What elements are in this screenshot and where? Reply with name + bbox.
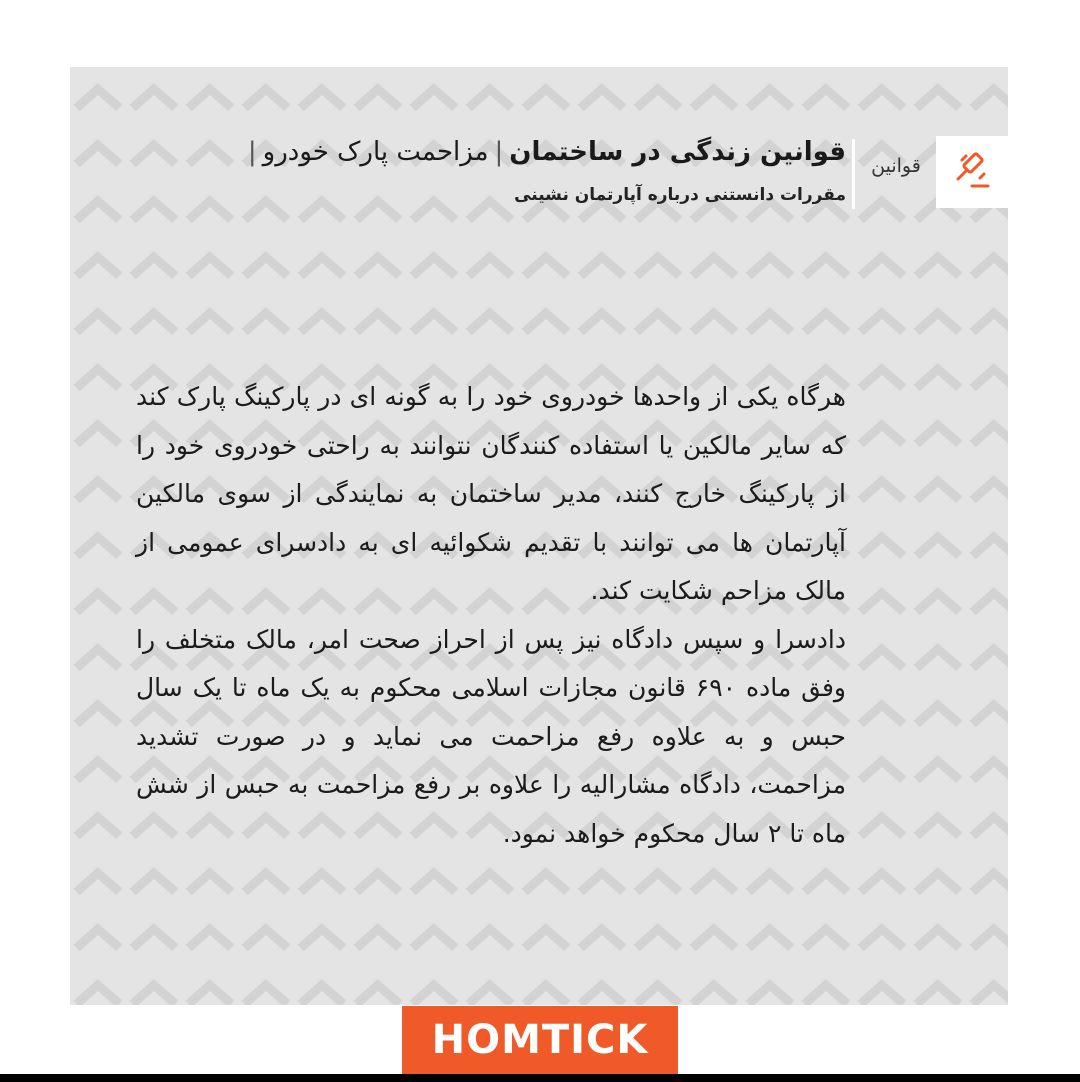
gavel-icon [950, 148, 994, 196]
article-body [136, 373, 846, 858]
paragraph: هرگاه یکی از واحدها خودروی خود را به گونه ای در پارکینگ پارک کند که سایر مالکین یا استفاده کنندگان نتوانند به راحتی خودروی خود را از پارکینگ خارج کنند، مدیر ساختمان به نمایندگی از سوی مالکین آپارتمان ها می توانند با تقدیم شکوائیه ای به دادسرای عمومی از مالک مزاحم شکایت کند. [136, 382, 846, 605]
category-badge [936, 136, 1008, 208]
paragraph: دادسرا و سپس دادگاه نیز پس از احراز صحت امر، مالک متخلف را وفق ماده ۶۹۰ قانون مجازات اسلامی محکوم به یک ماه تا یک سال حبس و به علاوه رفع مزاحمت می نماید و در صورت تشدید مزاحمت، دادگاه مشارالیه را علاوه بر رفع مزاحمت به حبس از شش ماه تا ۲ سال محکوم خواهد نمود. [136, 624, 846, 848]
post-card [70, 67, 1008, 1005]
title-topic: مزاحمت پارک خودرو [262, 137, 489, 167]
title-separator: | [494, 137, 504, 167]
brand-logo: HOMTICK [402, 1006, 678, 1074]
title-trailing-separator: | [247, 137, 257, 167]
bottom-bar [0, 1074, 1080, 1082]
header-divider [852, 139, 855, 209]
page-subtitle: مقررات دانستنی درباره آپارتمان نشینی [514, 185, 846, 205]
page-title [126, 137, 846, 167]
title-main: قوانین زندگی در ساختمان [509, 137, 846, 167]
category-label: قوانین [871, 155, 921, 177]
